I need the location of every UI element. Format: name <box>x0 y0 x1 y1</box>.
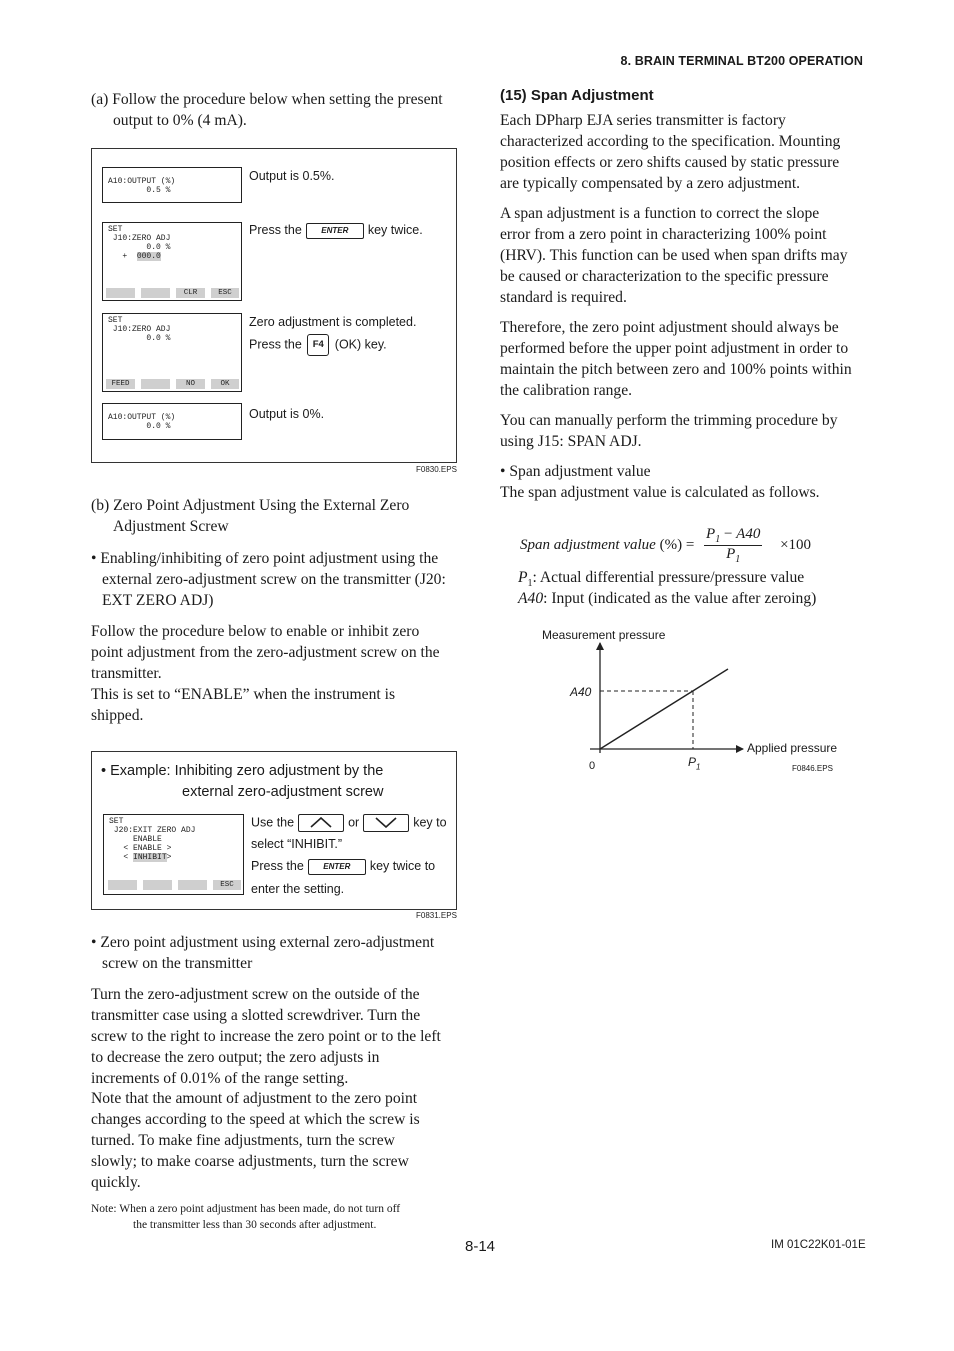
lcd-input-prefix: + <box>108 252 137 261</box>
bullet-enable-inhibit: • Enabling/inhibiting of zero point adjustment using the external zero-adjustment screw on the transmitter (J20: EXT ZERO ADJ) <box>91 550 446 609</box>
caption-text: Press the <box>249 337 302 352</box>
lcd-selection-line <box>109 853 171 862</box>
symbol-a40: A40 <box>518 590 544 607</box>
formula-times: ×100 <box>780 537 812 553</box>
paragraph-adjust-speed: Note that the amount of adjustment to the zero point changes according to the speed at which the screw is turned. To make fine adjustments, turn the screw slowly; to make coarse adjustments, turn the screw quickly. <box>91 1090 420 1191</box>
lcd-function-key-f3: NO <box>176 379 205 389</box>
paragraph-factory-characterized: Each DPharp EJA series transmitter is factory characterized according to the specification. Mounting position effects or zero shifts caused by static pressure are typically compensated by a zero adjustment. <box>500 112 841 192</box>
symbol-p: P <box>518 569 528 586</box>
caption-text: key twice to <box>369 859 436 873</box>
span-adjustment-graph <box>530 625 860 775</box>
caption-text: or <box>348 815 360 830</box>
document-id: IM 01C22K01-01E <box>771 1239 866 1251</box>
enter-key-icon: ENTER <box>306 223 364 239</box>
lcd-line: SET <box>109 817 124 826</box>
lcd-line: 0.5 % <box>108 186 171 195</box>
p1-label: $P_1$ <box>688 755 701 772</box>
caption-enter-setting: enter the setting. <box>251 882 345 896</box>
section-title-span-adjustment: (15) Span Adjustment <box>500 87 654 104</box>
origin-label: 0 <box>589 760 596 772</box>
lcd-line: J10:ZERO ADJ <box>108 234 171 243</box>
lcd-line: 0.0 % <box>108 243 171 252</box>
running-header: 8. BRAIN TERMINAL BT200 OPERATION <box>620 54 863 68</box>
paragraph-manual-trimming: You can manually perform the trimming procedure by using J15: SPAN ADJ. <box>500 412 838 450</box>
caption-press-f4-ok <box>249 334 387 356</box>
caption-output-00: Output is 0%. <box>249 407 325 421</box>
lcd-screen-zero-adj-input <box>102 222 242 301</box>
bullet-external-screw: • Zero point adjustment using external zero-adjustment screw on the transmitter <box>91 934 435 972</box>
lcd-line: A10:OUTPUT (%) <box>108 177 176 186</box>
formula-fraction <box>704 526 762 565</box>
f4-key-icon: F4 <box>307 334 329 356</box>
paragraph-shipped-setting: This is set to “ENABLE” when the instrument is shipped. <box>91 686 396 724</box>
lcd-function-key-f2 <box>143 880 172 890</box>
caption-text: Press the <box>249 223 302 237</box>
paragraph-zero-before-upper: Therefore, the zero point adjustment should always be performed before the upper point adjustment in order to maintain the pitch between zero and 100% points within the calibration range. <box>500 319 852 399</box>
caption-text: Press the <box>251 859 304 873</box>
lcd-line: J20:EXIT ZERO ADJ <box>109 826 196 835</box>
lcd-function-key-f2 <box>141 288 170 298</box>
formula-lhs: Span adjustment value <box>520 537 656 553</box>
formula-unit: (%) = <box>659 537 695 553</box>
lcd-line: SET <box>108 225 123 234</box>
enter-key-icon: ENTER <box>308 859 366 875</box>
a40-label: A40 <box>570 685 592 699</box>
caption-text: key to <box>413 815 447 830</box>
note <box>91 1201 457 1233</box>
x-axis-label: Applied pressure <box>747 741 838 755</box>
y-axis-label: Measurement pressure <box>542 628 666 642</box>
note-line-1: Note: When a zero point adjustment has been made, do not turn off <box>91 1203 401 1215</box>
caption-text: (OK) key. <box>334 337 387 352</box>
figure-id: F0831.EPS <box>416 911 457 920</box>
lcd-function-key-f3 <box>178 880 207 890</box>
lcd-function-key-f4: ESC <box>211 288 239 298</box>
characteristic-line <box>600 669 728 749</box>
example-title-line1: • Example: Inhibiting zero adjustment by the <box>101 763 384 779</box>
lcd-function-key-f1 <box>106 288 135 298</box>
caption-text: Use the <box>251 815 295 830</box>
lcd-sel-prefix: < <box>109 853 134 862</box>
note-line-2: the transmitter less than 30 seconds after adjustment. <box>133 1219 377 1231</box>
figure-id: F0830.EPS <box>416 465 457 474</box>
lcd-input-line <box>108 252 161 261</box>
lcd-line: J10:ZERO ADJ <box>108 325 171 334</box>
lcd-function-key-f1: FEED <box>106 379 135 389</box>
lcd-line: ENABLE <box>109 835 162 844</box>
lcd-function-key-f3: CLR <box>176 288 205 298</box>
figure-id: F0846.EPS <box>792 764 833 773</box>
caption-zero-adjust-completed: Zero adjustment is completed. <box>249 315 417 329</box>
lcd-input-value: 000.0 <box>136 252 161 261</box>
lcd-screen-zero-adj-complete <box>102 313 242 392</box>
lcd-function-key-f4: OK <box>211 379 239 389</box>
example-title-line2: external zero-adjustment screw <box>182 784 384 800</box>
definition-p1: $P_1$: Actual differential pressure/pressure value <box>518 569 805 590</box>
page-number: 8-14 <box>465 1238 496 1255</box>
paragraph-turn-screw: Turn the zero-adjustment screw on the outside of the transmitter case using a slotted screwdriver. Turn the screw to the right to increase the zero point or to the left to decrease the zero output; the zero adjusts in increments of 0.01% of the range setting. <box>91 986 441 1087</box>
lcd-line: SET <box>108 316 123 325</box>
caption-text: key twice. <box>367 223 423 237</box>
lcd-function-key-f4: ESC <box>213 880 241 890</box>
paragraph-span-function: A span adjustment is a function to correct the slope error from a zero point in characterizing 100% point (HRV). This function can be used when span drifts may be caused or characterization to the specific pressure standard is required. <box>500 205 848 306</box>
caption-press-enter-twice <box>251 858 435 875</box>
note-label: Note: <box>91 1203 117 1215</box>
lcd-sel-suffix: > <box>166 853 172 862</box>
procedure-a-heading: (a) Follow the procedure below when setting the present output to 0% (4 mA). <box>91 91 443 129</box>
caption-output-05: Output is 0.5%. <box>249 169 335 183</box>
lcd-sel-value: INHIBIT <box>133 853 167 862</box>
formula-denominator: $P_1$ <box>726 546 741 565</box>
caption-use-arrow-keys <box>251 814 447 832</box>
lcd-function-key-f2 <box>141 379 170 389</box>
span-formula <box>520 526 811 565</box>
bullet-span-value: • Span adjustment value <box>500 463 651 480</box>
lcd-screen-output-05 <box>102 167 242 203</box>
up-arrow-key-icon <box>298 814 344 832</box>
caption-select-inhibit: select “INHIBIT.” <box>251 837 342 851</box>
formula-numerator: $P_1 - A40$ <box>706 526 761 545</box>
caption-press-enter-twice <box>249 222 423 239</box>
lcd-screen-output-00 <box>102 403 242 440</box>
lcd-line: 0.0 % <box>108 422 171 431</box>
lcd-line: 0.0 % <box>108 334 171 343</box>
lcd-line: < ENABLE > <box>109 844 172 853</box>
lcd-function-key-f1 <box>108 880 137 890</box>
procedure-b-heading: (b) Zero Point Adjustment Using the External Zero Adjustment Screw <box>91 497 410 535</box>
paragraph-calculated: The span adjustment value is calculated as follows. <box>500 484 820 501</box>
definition-a40: A40: Input (indicated as the value after zeroing) <box>518 590 817 607</box>
paragraph-enable-inhibit: Follow the procedure below to enable or inhibit zero point adjustment from the zero-adjustment screw on the transmitter. <box>91 623 440 682</box>
lcd-screen-ext-zero-adj <box>103 814 244 895</box>
figure-zero-adjust-procedure <box>91 148 457 463</box>
figure-inhibit-example <box>91 751 457 910</box>
lcd-line: A10:OUTPUT (%) <box>108 413 176 422</box>
down-arrow-key-icon <box>363 814 409 832</box>
